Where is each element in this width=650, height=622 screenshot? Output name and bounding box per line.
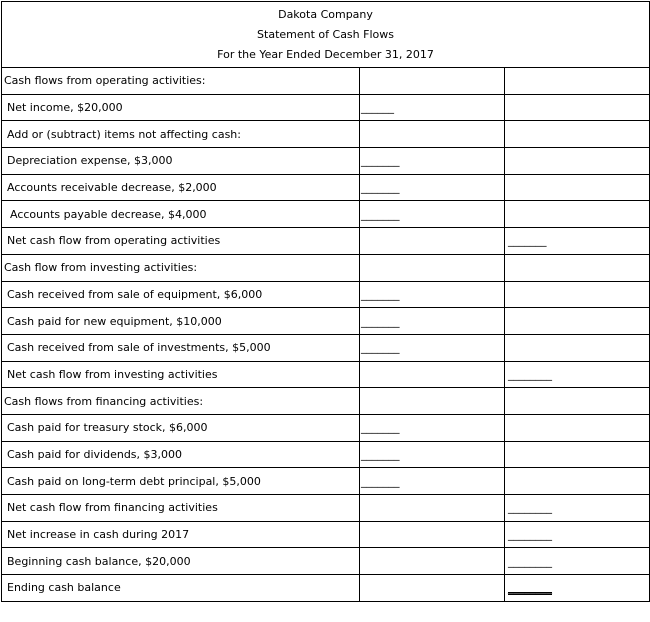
total-blank-double-underline: ________ bbox=[508, 580, 552, 594]
table-row bbox=[2, 388, 650, 415]
amount-column-1-cell[interactable] bbox=[360, 254, 505, 281]
amount-column-2-cell[interactable] bbox=[505, 254, 650, 281]
line-item-label: Depreciation expense, $3,000 bbox=[2, 148, 360, 175]
amount-column-1-cell[interactable] bbox=[360, 281, 505, 308]
table-row bbox=[2, 94, 650, 121]
amount-column-2-cell[interactable] bbox=[505, 174, 650, 201]
amount-column-1-cell[interactable] bbox=[360, 414, 505, 441]
table-row bbox=[2, 174, 650, 201]
amount-blank: _______ bbox=[361, 447, 400, 461]
amount-column-1-cell[interactable] bbox=[360, 495, 505, 522]
amount-column-1-cell[interactable] bbox=[360, 68, 505, 95]
table-row bbox=[2, 334, 650, 361]
amount-blank: ______ bbox=[361, 101, 394, 115]
amount-column-2-cell[interactable] bbox=[505, 521, 650, 548]
amount-column-1-cell[interactable] bbox=[360, 94, 505, 121]
table-row bbox=[2, 308, 650, 335]
line-item-label: Net increase in cash during 2017 bbox=[2, 521, 360, 548]
table-row bbox=[2, 228, 650, 255]
amount-column-2-cell[interactable] bbox=[505, 441, 650, 468]
total-blank: ________ bbox=[508, 501, 552, 515]
amount-blank: _______ bbox=[361, 154, 400, 168]
amount-column-1-cell[interactable] bbox=[360, 441, 505, 468]
company-name: Dakota Company bbox=[278, 7, 373, 21]
amount-column-2-cell[interactable] bbox=[505, 334, 650, 361]
table-row bbox=[2, 361, 650, 388]
section-heading: Cash flow from investing activities: bbox=[2, 254, 360, 281]
amount-blank: _______ bbox=[361, 314, 400, 328]
statement-title: Statement of Cash Flows bbox=[257, 27, 394, 41]
amount-column-1-cell[interactable] bbox=[360, 388, 505, 415]
amount-column-2-cell[interactable] bbox=[505, 228, 650, 255]
amount-column-2-cell[interactable] bbox=[505, 495, 650, 522]
total-blank: ________ bbox=[508, 367, 552, 381]
total-blank: ________ bbox=[508, 554, 552, 568]
amount-blank: _______ bbox=[361, 474, 400, 488]
amount-column-2-cell[interactable] bbox=[505, 68, 650, 95]
amount-column-2-cell[interactable] bbox=[505, 575, 650, 602]
amount-column-1-cell[interactable] bbox=[360, 468, 505, 495]
amount-column-1-cell[interactable] bbox=[360, 575, 505, 602]
section-heading: Cash flows from operating activities: bbox=[2, 68, 360, 95]
line-item-label: Net cash flow from operating activities bbox=[2, 228, 360, 255]
table-row bbox=[2, 201, 650, 228]
table-row bbox=[2, 254, 650, 281]
amount-column-2-cell[interactable] bbox=[505, 148, 650, 175]
line-item-label: Accounts payable decrease, $4,000 bbox=[2, 201, 360, 228]
amount-column-2-cell[interactable] bbox=[505, 281, 650, 308]
table-row bbox=[2, 548, 650, 575]
amount-column-2-cell[interactable] bbox=[505, 414, 650, 441]
line-item-label: Net cash flow from financing activities bbox=[2, 495, 360, 522]
amount-blank: _______ bbox=[361, 341, 400, 355]
amount-column-2-cell[interactable] bbox=[505, 388, 650, 415]
amount-column-1-cell[interactable] bbox=[360, 548, 505, 575]
table-row bbox=[2, 281, 650, 308]
amount-column-2-cell[interactable] bbox=[505, 548, 650, 575]
line-item-label: Cash received from sale of equipment, $6,000 bbox=[2, 281, 360, 308]
table-row bbox=[2, 575, 650, 602]
table-row bbox=[2, 414, 650, 441]
line-item-label: Net income, $20,000 bbox=[2, 94, 360, 121]
total-blank: _______ bbox=[508, 234, 547, 248]
amount-column-1-cell[interactable] bbox=[360, 201, 505, 228]
total-blank: ________ bbox=[508, 528, 552, 542]
amount-column-1-cell[interactable] bbox=[360, 121, 505, 148]
amount-blank: _______ bbox=[361, 421, 400, 435]
line-item-label: Accounts receivable decrease, $2,000 bbox=[2, 174, 360, 201]
amount-column-1-cell[interactable] bbox=[360, 361, 505, 388]
amount-blank: _______ bbox=[361, 207, 400, 221]
line-item-label: Cash paid for dividends, $3,000 bbox=[2, 441, 360, 468]
statement-header bbox=[2, 2, 650, 68]
amount-blank: _______ bbox=[361, 287, 400, 301]
line-item-label: Cash paid for treasury stock, $6,000 bbox=[2, 414, 360, 441]
amount-column-1-cell[interactable] bbox=[360, 174, 505, 201]
statement-period: For the Year Ended December 31, 2017 bbox=[217, 47, 434, 61]
amount-column-1-cell[interactable] bbox=[360, 308, 505, 335]
cash-flow-statement-table bbox=[1, 1, 650, 602]
amount-column-2-cell[interactable] bbox=[505, 201, 650, 228]
amount-column-2-cell[interactable] bbox=[505, 468, 650, 495]
line-item-label: Beginning cash balance, $20,000 bbox=[2, 548, 360, 575]
table-row bbox=[2, 521, 650, 548]
amount-column-1-cell[interactable] bbox=[360, 334, 505, 361]
amount-column-2-cell[interactable] bbox=[505, 121, 650, 148]
line-item-label: Net cash flow from investing activities bbox=[2, 361, 360, 388]
amount-blank: _______ bbox=[361, 181, 400, 195]
line-item-label: Cash paid on long-term debt principal, $5,000 bbox=[2, 468, 360, 495]
table-row bbox=[2, 495, 650, 522]
amount-column-1-cell[interactable] bbox=[360, 148, 505, 175]
table-row bbox=[2, 68, 650, 95]
line-item-label: Cash received from sale of investments, $5,000 bbox=[2, 334, 360, 361]
amount-column-1-cell[interactable] bbox=[360, 521, 505, 548]
amount-column-2-cell[interactable] bbox=[505, 361, 650, 388]
section-heading: Cash flows from financing activities: bbox=[2, 388, 360, 415]
table-row bbox=[2, 441, 650, 468]
table-row bbox=[2, 468, 650, 495]
line-item-label: Add or (subtract) items not affecting cash: bbox=[2, 121, 360, 148]
amount-column-2-cell[interactable] bbox=[505, 308, 650, 335]
table-row bbox=[2, 121, 650, 148]
amount-column-2-cell[interactable] bbox=[505, 94, 650, 121]
amount-column-1-cell[interactable] bbox=[360, 228, 505, 255]
line-item-label: Ending cash balance bbox=[2, 575, 360, 602]
table-row bbox=[2, 148, 650, 175]
line-item-label: Cash paid for new equipment, $10,000 bbox=[2, 308, 360, 335]
